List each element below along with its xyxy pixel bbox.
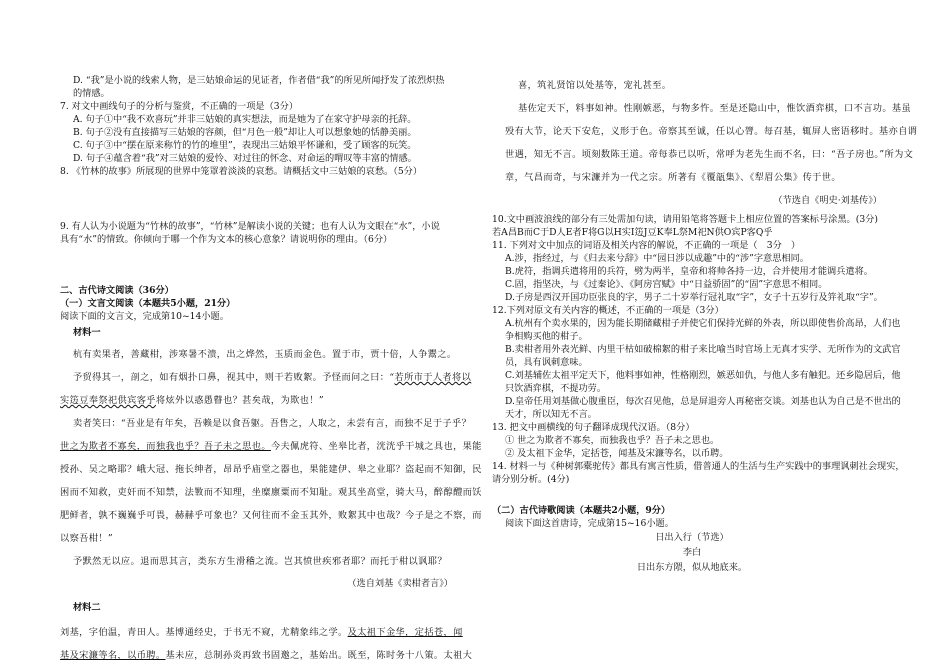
material-1-source: （选自刘基《卖柑者言》） [347, 578, 453, 589]
material-1-line4: 卖者笑曰：“吾业是有年矣，吾赖是以食吾躯。吾售之，人取之，未尝有言，而独不足于子乎？ [73, 418, 472, 429]
material-1-line2 [60, 366, 472, 389]
q11-option-d: D.子房是西汉开国功臣张良的字，男子二十岁举行冠礼取“字”，女子十五岁行及笄礼取“字”。 [505, 292, 883, 303]
subsection-2-intro: 阅读下面这首唐诗，完成第15~16小题。 [505, 518, 674, 529]
material-1-text: 予贸得其一，剖之，如有烟扑口鼻，视其中，则干若败絮。予怪而问之曰：“ [73, 372, 395, 383]
q12-option-a-line2: 争相购买他的柑子。 [505, 331, 588, 342]
right-column [492, 74, 918, 576]
material-1-line9: 以察吾柑！” [60, 533, 114, 544]
q14-stem-line1: 14. 材料一与《种树郭橐驼传》都具有寓言性质，借普通人的生活与生产实践中的事理讽刺社会现实， [492, 461, 905, 472]
q12-option-b-line2: 员，具有讽刺意味。 [505, 357, 588, 368]
q10-stem-line1: 10.文中画波浪线的部分有三处需加句读，请用铅笔将答题卡上相应位置的答案标号涂黑。(3分) [492, 214, 878, 225]
q14-stem-line2: 请分别分析。(4分) [492, 474, 570, 485]
q13-item-2: ② 及太祖下金华，定括苍，闻基及宋濂等名，以币聘。 [505, 448, 729, 459]
q7-option-c: C. 句子③中“摆在原来称竹的竹的堆里”，表现出三姑娘平怀谦和，受了顾客的玩笑。 [73, 140, 417, 151]
q11-option-a: A.涉，指经过，与《归去来兮辞》中“园日涉以成趣”中的“涉”字意思相同。 [505, 253, 809, 264]
material-1-line7: 困而不知救，吏奸而不知禁，法斁而不知理，坐糜廪粟而不知耻。观其坐高堂，骑大马，醉醇醴而饫 [60, 487, 482, 498]
poem-title: 日出入行（节选） [655, 532, 729, 543]
q13-stem: 13. 把文中画横线的句子翻译成现代汉语。（8分） [492, 422, 695, 433]
material-2-text: 基未应，总制孙炎再致书固邀之，基始出。既至，陈时务十八策。太祖大 [165, 650, 473, 661]
q12-option-c-line1: C.刘基辅佐太祖平定天下，他料事如神，性格刚烈，嫉恶如仇，与他人多有触犯。还乡隐居后，他 [505, 370, 901, 381]
q10-stem-line2: 若A昌B而C于D人E者F将G以H实I笾J豆K奉L祭M祀N供O宾P客Q乎 [492, 227, 773, 238]
q7-option-a: A. 句子①中“我不欢喜玩”并非三姑娘的真实想法，而是她为了在家守护母亲的托辞。 [73, 114, 417, 125]
material-2-line2 [60, 644, 473, 667]
q12-option-d-line1: D.皇帝任用刘基做心腹重臣，每次召见他，总是屏退旁人再秘密交谈。刘基也认为自己是不世出的 [505, 396, 901, 407]
q12-option-c-line2: 只饮酒弈棋，不提功劳。 [505, 383, 607, 394]
q11-option-b: B.虎符，指调兵遣将用的兵符，劈为两半，皇帝和将帅各持一边，合并使用才能调兵遣将。 [505, 266, 873, 277]
q12-option-b-line1: B.卖柑者用外表光鲜、内里干枯如破棉絮的柑子来比喻当时官场上无真才实学、无所作为的文武官 [505, 344, 901, 355]
material-1-line3 [60, 389, 463, 412]
material-1-title: 材料一 [73, 327, 101, 338]
material-2-text: 刘基，字伯温，青田人。基博通经史，于书无不窥，尤精象纬之学。 [60, 627, 348, 638]
q8-stem: 8. 《竹林的故事》所展现的世界中笼罩着淡淡的哀愁。请概括文中三姑娘的哀愁。（5分） [60, 166, 423, 177]
q12-option-d-line2: 天才，所以知无不言。 [505, 409, 597, 420]
q12-stem: 12.下列对原文有关内容的概述，不正确的一项是（3分） [492, 305, 724, 316]
material-2-line4: 基佐定天下，料事如神。性刚嫉恶，与物多忤。至是还隐山中，惟饮酒弈棋，口不言功。基虽 [518, 103, 912, 114]
q7-option-d: D. 句子④蕴含着“我”对三姑娘的爱怜、对过往的怀念、对命运的喟叹等丰富的情感。 [73, 153, 417, 164]
subsection-2-title: （二）古代诗歌阅读（本题共2小题，9分） [492, 505, 671, 516]
material-1-line6: 授孙、吴之略耶？峨大冠、拖长绅者，昂昂乎庙堂之器也，果能建伊、皋之业耶？盗起而不知御，民 [60, 464, 482, 475]
material-2-line3: 喜，筑礼贤馆以处基等，宠礼甚至。 [518, 80, 672, 91]
subsection-1-intro: 阅读下面的文言文，完成第10~14小题。 [60, 311, 229, 322]
q9-stem-line2: 具有“水”的情致。你倾向于哪一个作为文本的核心意象？请说明你的理由。（6分） [60, 234, 393, 245]
q6-option-d-line2: 的情感。 [73, 88, 110, 99]
material-1-text: 将炫外以惑愚瞽也？甚矣哉，为欺也！” [155, 395, 324, 406]
underlined-sentence: 世之为欺者不寡矣，而独我也乎？吾子未之思也。 [60, 441, 271, 452]
q9-stem-line1: 9. 有人认为小说题为“竹林的故事”，“竹林”是解读小说的关键；也有人认为文眼在“水”，小说 [60, 221, 440, 232]
material-1-line1: 杭有卖果者，善藏柑，涉寒暑不溃，出之烨然，玉质而金色。置于市，贾十倍，人争鬻之。 [73, 349, 457, 360]
subsection-1-title: （一）文言文阅读（本题共5小题，21分） [60, 298, 236, 309]
q12-option-a-line1: A.杭州有个卖水果的，因为能长期储藏柑子并使它们保持光鲜的外表，所以即使售价高昂，人们也 [505, 318, 901, 329]
poem-line-1: 日出东方隈，似从地底来。 [636, 562, 748, 573]
material-2-line7: 章，气昌而奇，与宋濂并为一代之宗。所著有《覆瓿集》、《犁眉公集》传于世。 [505, 172, 841, 183]
material-2-line6: 世遇，知无不言。顷刻数陈王道。帝每恭已以听，常呼为老先生而不名，曰：“吾子房也。”所为文 [505, 149, 914, 160]
material-2-title: 材料二 [73, 602, 101, 613]
q11-stem: 11. 下列对文中加点的词语及相关内容的解说，不正确的一项是（ 3分 ） [492, 240, 801, 251]
wavy-underlined-text: 若所市于人者将以 [394, 372, 472, 383]
section-2-title: 二、古代诗文阅读（36分） [60, 285, 174, 296]
q6-option-d-line1: D. “我”是小说的线索人物，是三姑娘命运的见证者，作者借“我”的所见所闻抒发了浓烈炽热 [73, 75, 445, 86]
material-1-text: 今夫佩虎符、坐皋比者，洸洸乎干城之具也，果能 [270, 441, 482, 452]
left-column [60, 74, 482, 667]
material-1-line5 [60, 435, 482, 458]
underlined-sentence: 及太祖下金华，定括苍，闻 [347, 627, 463, 638]
q7-option-b: B. 句子②没有直接描写三姑娘的容颜，但“月色一般”却让人可以想象她的恬静美丽。 [73, 127, 417, 138]
material-2-source: （节选自《明史·刘基传》） [773, 195, 882, 206]
q7-stem: 7. 对文中画线句子的分析与鉴赏，不正确的一项是（3分） [60, 101, 299, 112]
material-2-line1 [60, 621, 463, 644]
material-2-line5: 殁有大节，论天下安危，义形于色。帝察其至诚，任以心膂。每召基，辄屏人密语移时。基亦自谓 [505, 126, 918, 137]
underlined-sentence: 基及宋濂等名，以币聘。 [60, 650, 166, 661]
material-1-line8: 肥鲜者，孰不巍巍乎可畏，赫赫乎可象也？又何往而不金玉其外，败絮其中也哉？今子是之不察，而 [60, 510, 482, 521]
material-1-line10: 予默然无以应。退而思其言，类东方生滑稽之流。岂其愤世疾邪者耶？而托于柑以讽耶？ [73, 556, 447, 567]
poem-author: 李白 [682, 547, 702, 558]
q13-item-1: ① 世之为欺者不寡矣，而独我也乎？吾子未之思也。 [505, 435, 720, 446]
q11-option-c: C.固，指坚决，与《过秦论》、《阿房宫赋》中“日益骄固”的“固”字意思不相同。 [505, 279, 828, 290]
wavy-underlined-text: 实笾豆奉祭祀供宾客乎 [60, 395, 156, 406]
